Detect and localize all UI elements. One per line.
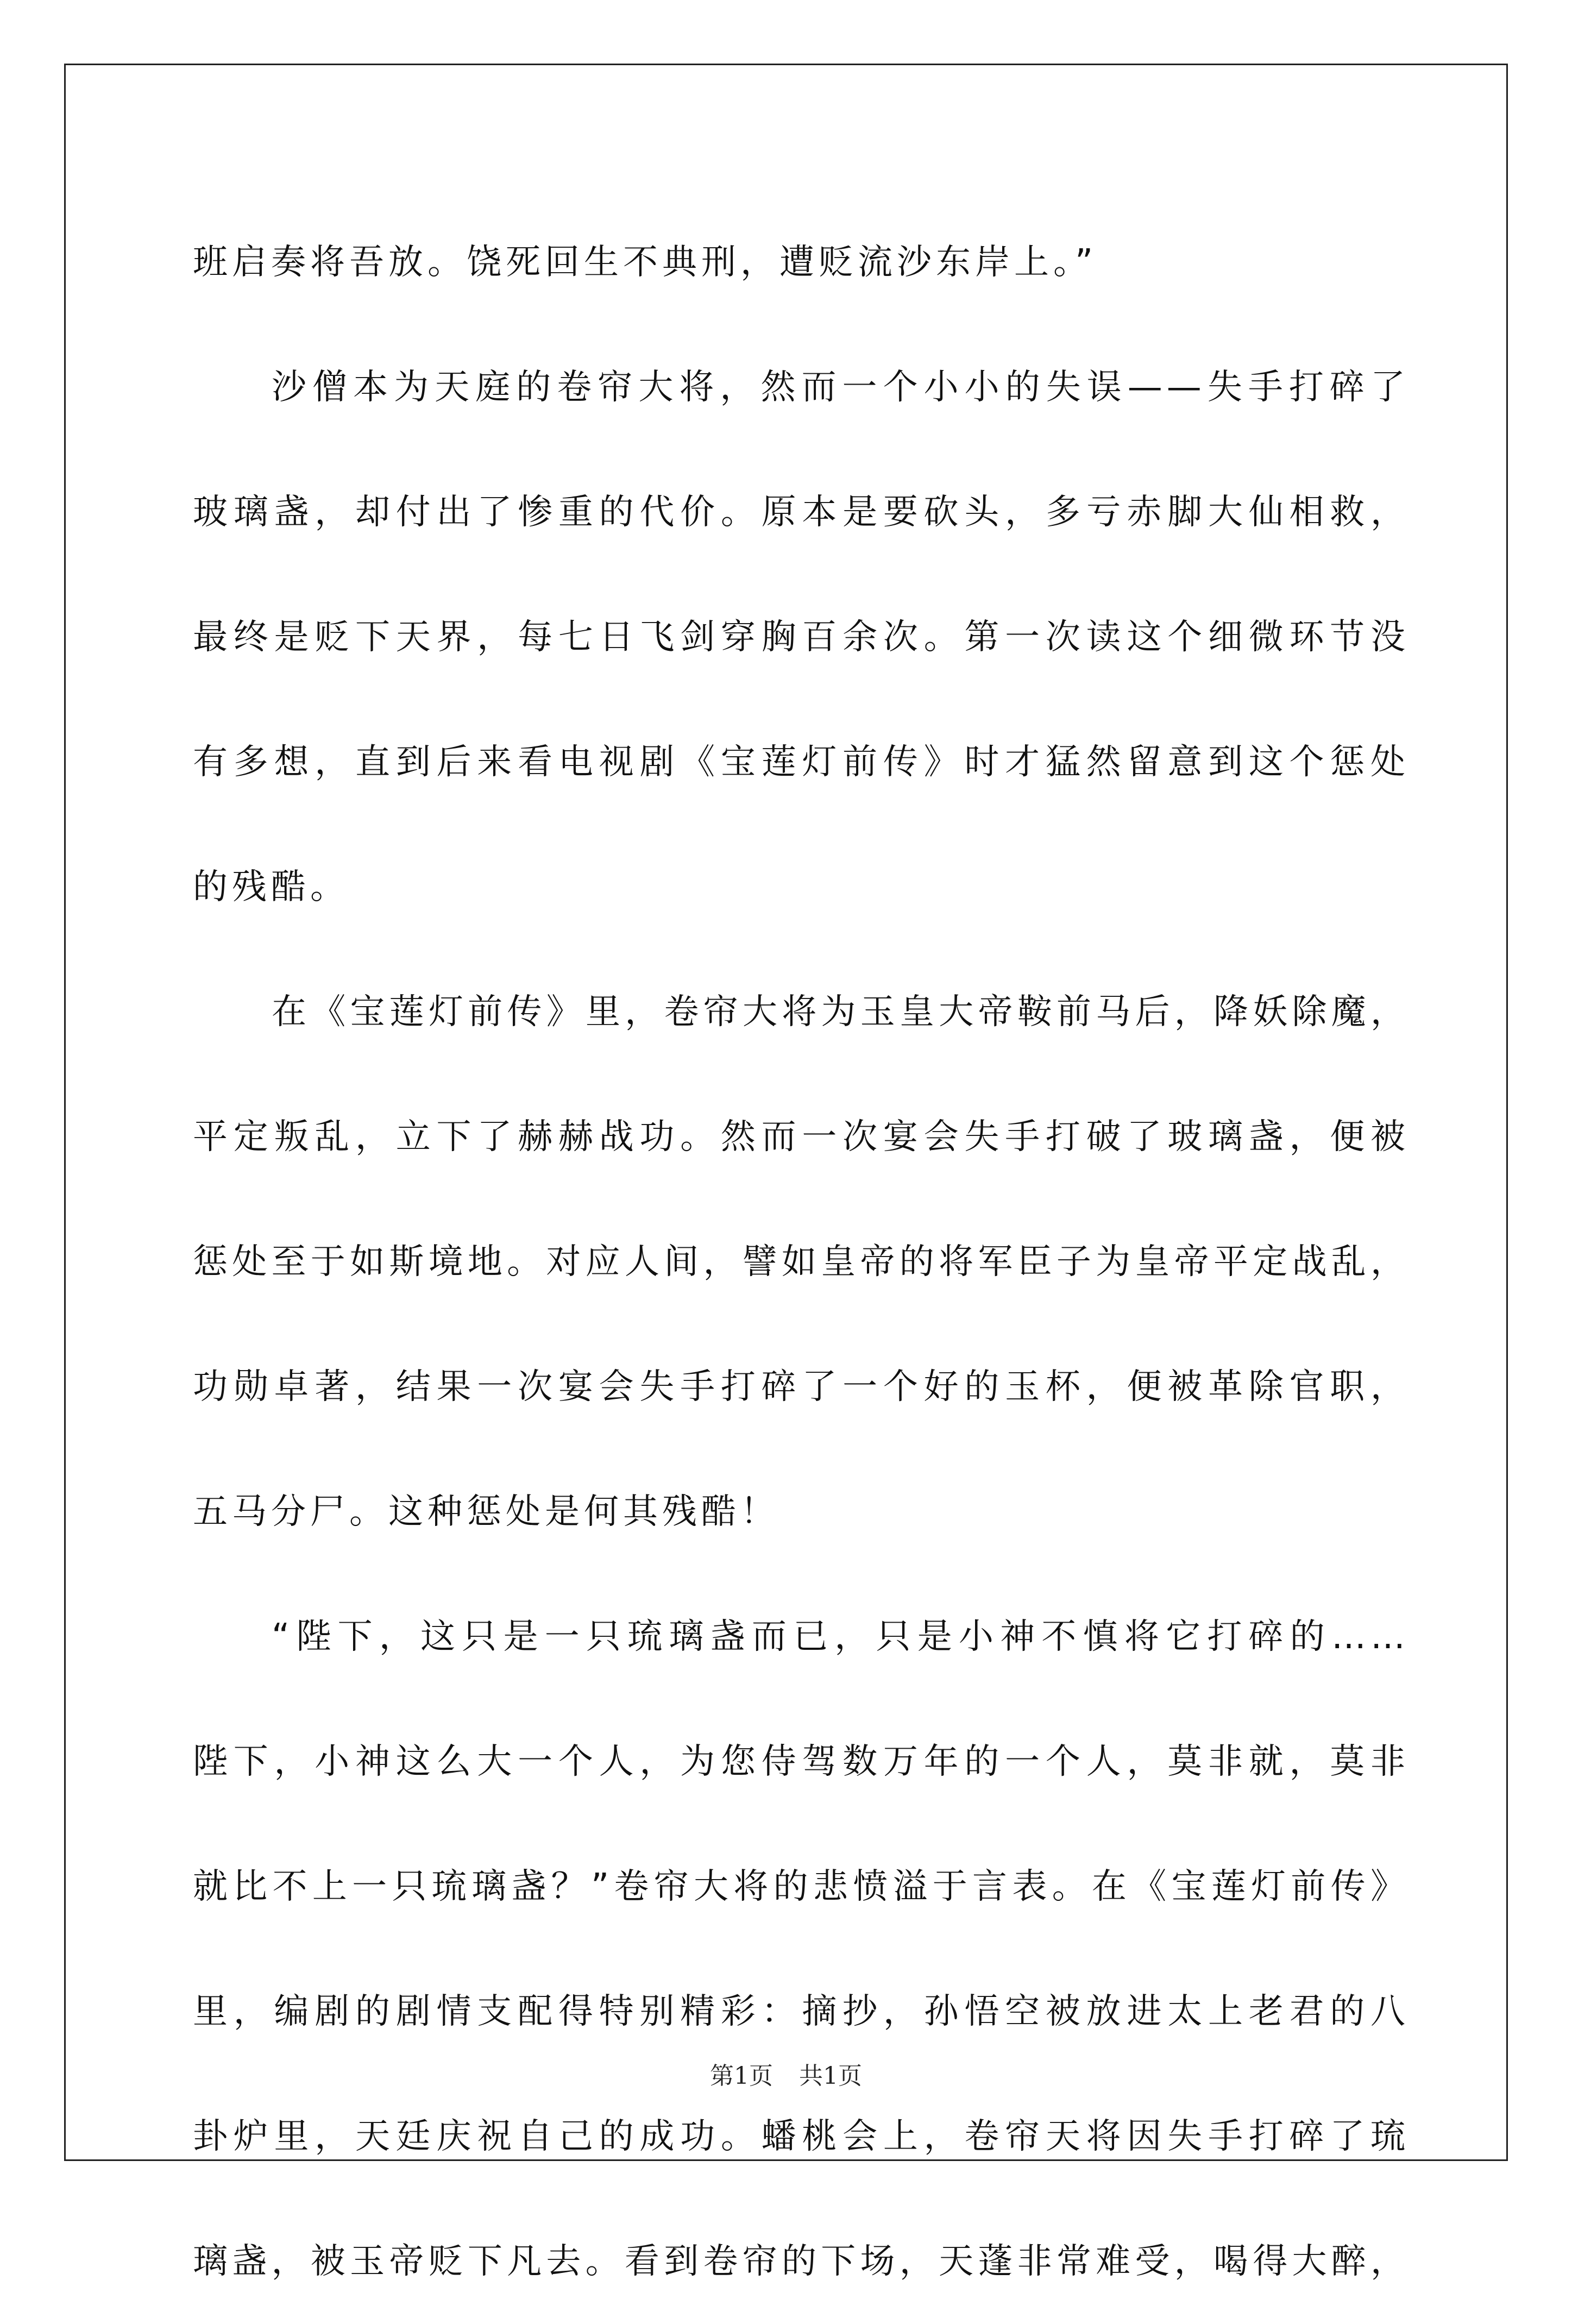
text-line: 最终是贬下天界，每七日飞剑穿胸百余次。第一次读这个细微环节没: [193, 617, 1410, 657]
text-line: 陛下，小神这么大一个人，为您侍驾数万年的一个人，莫非就，莫非: [193, 1742, 1410, 1782]
text-line: 五马分尸。这种惩处是何其残酷！: [193, 1492, 779, 1532]
text-line: 惩处至于如斯境地。对应人间，譬如皇帝的将军臣子为皇帝平定战乱，: [193, 1242, 1410, 1282]
text-line: 平定叛乱，立下了赫赫战功。然而一次宴会失手打破了玻璃盏，便被: [193, 1117, 1410, 1157]
text-line: 沙僧本为天庭的卷帘大将，然而一个小小的失误——失手打碎了: [272, 367, 1410, 407]
page-number: 第1页: [710, 2062, 773, 2090]
text-line: 玻璃盏，却付出了惨重的代价。原本是要砍头，多亏赤脚大仙相救，: [193, 492, 1410, 532]
page-footer: [0, 2056, 1572, 2091]
text-line: 璃盏，被玉帝贬下凡去。看到卷帘的下场，天蓬非常难受，喝得大醉，: [193, 2241, 1410, 2282]
text-line: 卦炉里，天廷庆祝自己的成功。蟠桃会上，卷帘天将因失手打碎了琉: [193, 2116, 1410, 2157]
text-line: 里，编剧的剧情支配得特别精彩：摘抄，孙悟空被放进太上老君的八: [193, 1992, 1410, 2032]
page-total: 共1页: [799, 2062, 862, 2090]
text-line: 有多想，直到后来看电视剧《宝莲灯前传》时才猛然留意到这个惩处: [193, 742, 1410, 782]
body-text: [193, 200, 1410, 2324]
text-line: 功勋卓著，结果一次宴会失手打碎了一个好的玉杯，便被革除官职，: [193, 1367, 1410, 1407]
text-line: 班启奏将吾放。饶死回生不典刑，遭贬流沙东岸上。”: [193, 242, 1098, 282]
text-line: “陛下，这只是一只琉璃盏而已，只是小神不慎将它打碎的……: [272, 1617, 1410, 1657]
text-line: 的残酷。: [193, 867, 349, 907]
text-line: 在《宝莲灯前传》里，卷帘大将为玉皇大帝鞍前马后，降妖除魔，: [272, 992, 1410, 1032]
text-line: 就比不上一只琉璃盏？”卷帘大将的悲愤溢于言表。在《宝莲灯前传》: [193, 1867, 1410, 1907]
